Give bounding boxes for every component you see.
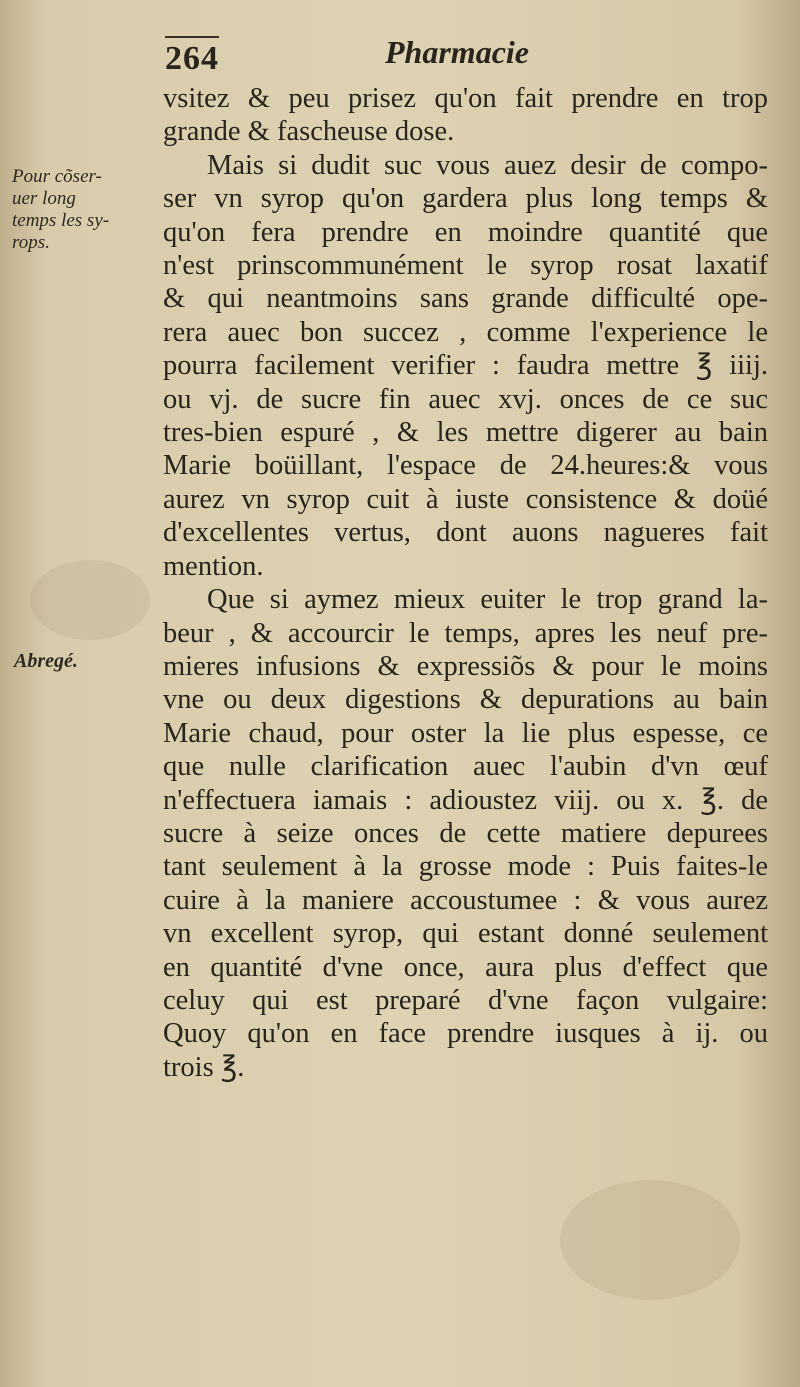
- text-line: qu'on fera prendre en moindre quantité que: [163, 216, 768, 248]
- text-line: rera auec bon succez , comme l'experience le: [163, 316, 768, 348]
- text-line: mieres infusions & expressiõs & pour le moins: [163, 650, 768, 682]
- text-line: pourra facilement verifier : faudra mettre ℥ iiij.: [163, 350, 768, 382]
- margin-note-abridgement: [14, 650, 154, 672]
- text-line: que nulle clarification auec l'aubin d'vn œuf: [163, 751, 768, 783]
- text-line: ser vn syrop qu'on gardera plus long temps &: [163, 183, 768, 215]
- paragraph: [163, 82, 768, 149]
- text-line: aurez vn syrop cuit à iuste consistence & doüé: [163, 483, 768, 515]
- text-line: n'effectuera iamais : adioustez viij. ou x. ℥. de: [163, 784, 768, 816]
- text-line: Mais si dudit suc vous auez desir de compo-: [207, 149, 768, 181]
- text-line: Marie chaud, pour oster la lie plus espesse, ce: [163, 717, 768, 749]
- text-line: sucre à seize onces de cette matiere depurees: [163, 817, 768, 849]
- margin-note-line: Pour cõser-: [12, 166, 102, 187]
- text-line: mention.: [163, 550, 264, 582]
- running-title: Pharmacie: [385, 34, 529, 70]
- paper-stain: [30, 560, 150, 640]
- text-line: tres-bien espuré , & les mettre digerer au bain: [163, 417, 768, 449]
- text-line: tant seulement à la grosse mode : Puis faites-le: [163, 851, 768, 883]
- margin-note-line: temps les sy-: [12, 210, 110, 231]
- text-line: & qui neantmoins sans grande difficulté ope-: [163, 283, 768, 315]
- text-line: grande & fascheuse dose.: [163, 116, 455, 148]
- page-number: 264: [165, 36, 219, 78]
- margin-note-line: uer long: [12, 188, 76, 209]
- margin-note-line: Abregé.: [14, 650, 78, 672]
- text-line: Quoy qu'on en face prendre iusques à ij. ou: [163, 1018, 768, 1050]
- paragraph: [163, 149, 768, 583]
- margin-note-line: rops.: [12, 232, 50, 253]
- text-line: celuy qui est preparé d'vne façon vulgaire:: [163, 984, 768, 1016]
- text-line: d'excellentes vertus, dont auons nagueres fait: [163, 517, 768, 549]
- text-line: Marie boüillant, l'espace de 24.heures:& vous: [163, 450, 768, 482]
- text-line: beur , & accourcir le temps, apres les neuf pre-: [163, 617, 768, 649]
- text-line: vsitez & peu prisez qu'on fait prendre en trop: [163, 83, 768, 114]
- text-line: vne ou deux digestions & depurations au bain: [163, 684, 768, 716]
- paragraph: [163, 583, 768, 1084]
- text-line: cuire à la maniere accoustumee : & vous aurez: [163, 884, 768, 916]
- text-line: trois ℥.: [163, 1051, 245, 1083]
- text-line: Que si aymez mieux euiter le trop grand la-: [207, 584, 768, 616]
- text-line: n'est prinscommunément le syrop rosat laxatif: [163, 250, 768, 282]
- body-text: [163, 82, 768, 1084]
- text-line: ou vj. de sucre fin auec xvj. onces de ce suc: [163, 383, 768, 415]
- page-header: [165, 28, 765, 78]
- text-line: en quantité d'vne once, aura plus d'effect que: [163, 951, 768, 983]
- margin-note-syrup-keeping: [12, 166, 152, 254]
- text-line: vn excellent syrop, qui estant donné seulement: [163, 918, 768, 950]
- paper-stain: [560, 1180, 740, 1300]
